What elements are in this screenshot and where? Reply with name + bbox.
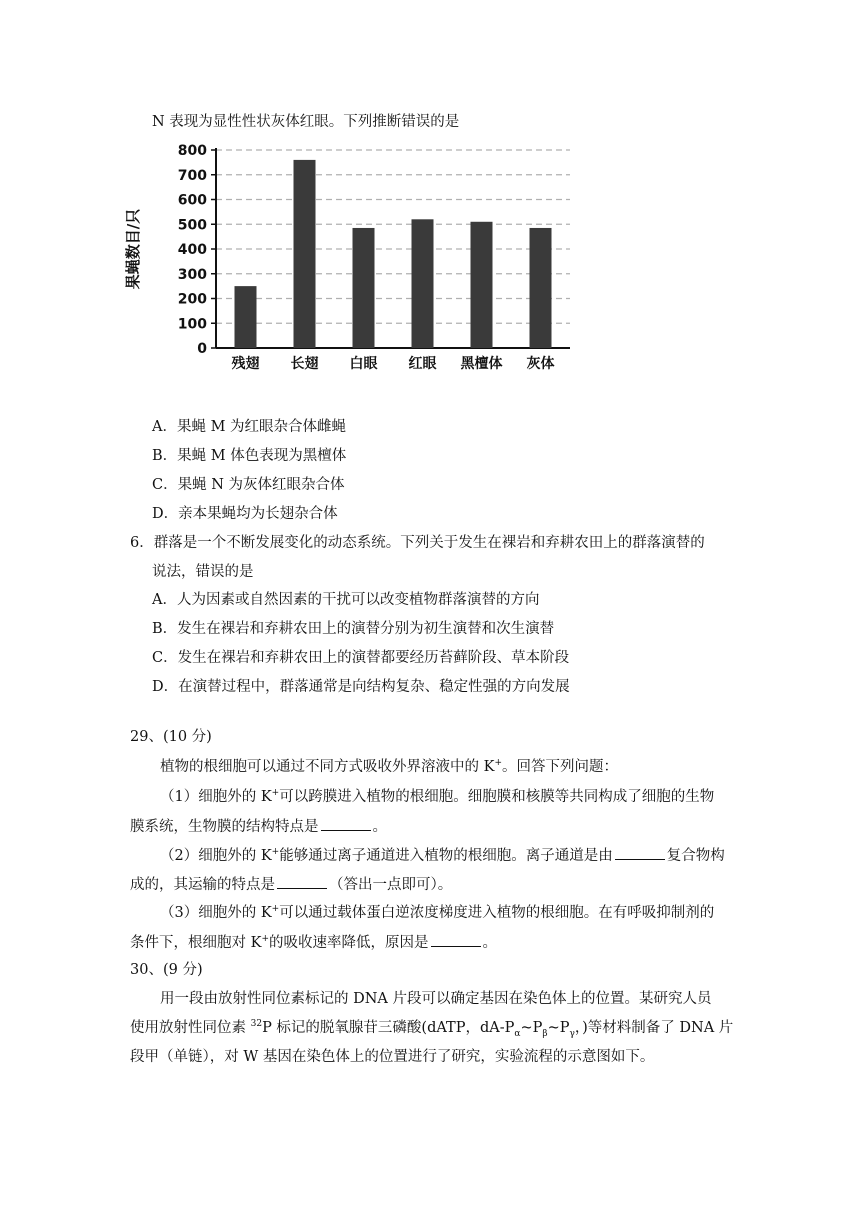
q6-option-c: C．发生在裸岩和弃耕农田上的演替都要经历苔藓阶段、草本阶段 (152, 650, 570, 666)
bar (294, 160, 316, 348)
q30-header: 30、(9 分) (130, 962, 203, 978)
bar (471, 222, 493, 348)
bar-chart (118, 140, 578, 375)
q30-line2: 使用放射性同位素 $^{32}$P 标记的脱氧腺苷三磷酸(dATP，$dA-P_\alpha\sim P_\beta\sim P_\gamma$，)等材料制备了 DNA 片 (130, 1019, 734, 1039)
y-tick-label: 600 (177, 192, 207, 209)
x-tick-label: 黑檀体 (460, 356, 503, 372)
q6-stem-2: 说法，错误的是 (152, 564, 254, 580)
q5-option-b: B．果蝇 M 体色表现为黑檀体 (152, 448, 347, 464)
q29-p1-line2: 膜系统，生物膜的结构特点是 。 (130, 816, 387, 837)
answer-blank (431, 932, 481, 947)
bar (235, 286, 257, 348)
answer-blank (321, 816, 371, 831)
y-tick-label: 0 (197, 341, 207, 357)
x-tick-label: 红眼 (408, 356, 437, 372)
q29-p2-line2: 成的，其运输的特点是 （答出一点即可）。 (130, 874, 452, 895)
q5-option-a: A．果蝇 M 为红眼杂合体雌蝇 (152, 419, 347, 435)
q30-line1: 用一段由放射性同位素标记的 DNA 片段可以确定基因在染色体上的位置。某研究人员 (160, 991, 712, 1007)
y-tick-label: 500 (177, 217, 207, 234)
y-tick-label: 700 (177, 167, 207, 184)
y-tick-label: 800 (177, 143, 207, 159)
y-tick-label: 400 (177, 242, 207, 258)
y-tick-label: 200 (177, 291, 207, 308)
q29-header: 29、(10 分) (130, 729, 212, 745)
q29-p2-line1: （2）细胞外的 K+能够通过离子通道进入植物的根细胞。离子通道是由 复合物构 (160, 845, 725, 866)
intro-line: N 表现为显性性状灰体红眼。下列推断错误的是 (152, 114, 460, 130)
q29-intro: 植物的根细胞可以通过不同方式吸收外界溶液中的 K+。回答下列问题： (160, 758, 618, 775)
x-tick-label: 残翅 (231, 356, 260, 372)
q5-option-d: D．亲本果蝇均为长翅杂合体 (152, 506, 338, 522)
y-tick-label: 300 (177, 266, 207, 283)
q30-line3: 段甲（单链），对 W 基因在染色体上的位置进行了研究，实验流程的示意图如下。 (130, 1049, 655, 1065)
answer-blank (615, 845, 665, 860)
q29-p3-line2: 条件下，根细胞对 K+的吸收速率降低，原因是 。 (130, 932, 497, 953)
bar (412, 219, 434, 348)
q6-stem-1: 6．群落是一个不断发展变化的动态系统。下列关于发生在裸岩和弃耕农田上的群落演替的 (130, 535, 705, 551)
x-tick-label: 长翅 (290, 356, 319, 372)
q5-option-c: C．果蝇 N 为灰体红眼杂合体 (152, 477, 345, 493)
answer-blank (277, 874, 327, 889)
q6-option-d: D．在演替过程中，群落通常是向结构复杂、稳定性强的方向发展 (152, 679, 570, 695)
q29-p3-line1: （3）细胞外的 K+可以通过载体蛋白逆浓度梯度进入植物的根细胞。在有呼吸抑制剂的 (160, 904, 715, 921)
y-tick-label: 100 (177, 316, 207, 333)
bar (353, 228, 375, 348)
x-tick-label: 白眼 (349, 356, 378, 372)
bar (530, 228, 552, 348)
q6-option-b: B．发生在裸岩和弃耕农田上的演替分别为初生演替和次生演替 (152, 621, 555, 637)
q29-p1-line1: （1）细胞外的 K+可以跨膜进入植物的根细胞。细胞膜和核膜等共同构成了细胞的生物 (160, 788, 715, 805)
x-tick-label: 灰体 (526, 356, 555, 372)
y-axis-label: 果蝇数目/只 (124, 208, 142, 290)
q6-option-a: A．人为因素或自然因素的干扰可以改变植物群落演替的方向 (152, 592, 540, 608)
